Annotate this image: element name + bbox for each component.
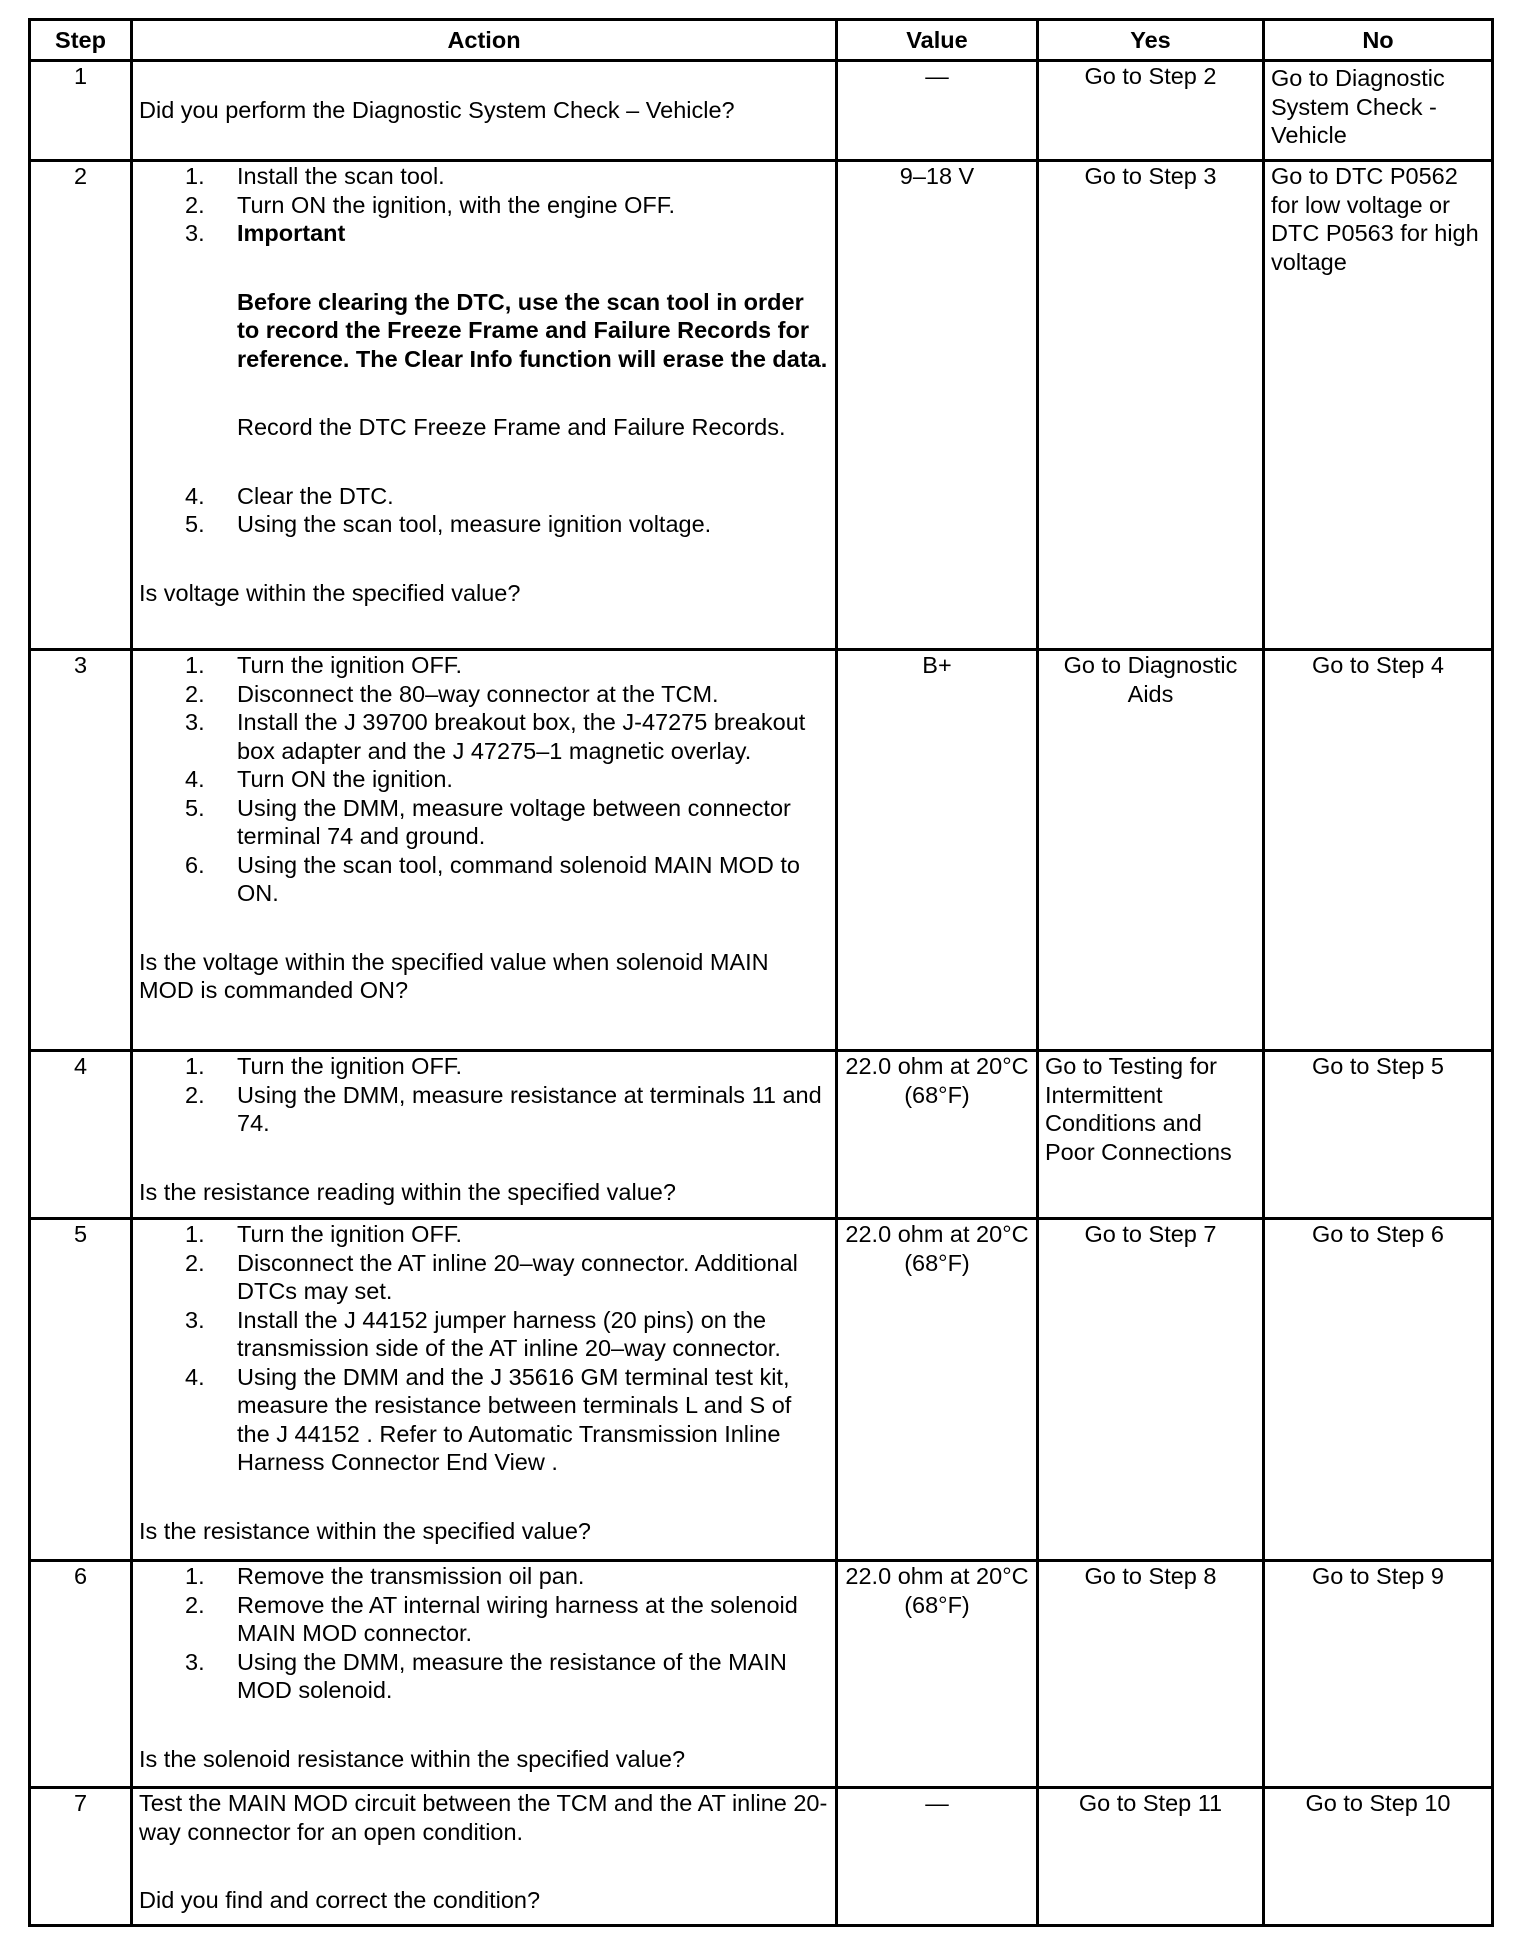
no-cell: Go to Step 4: [1264, 650, 1493, 1051]
step-number: 4: [30, 1051, 132, 1219]
value-cell: 22.0 ohm at 20°C (68°F): [837, 1219, 1038, 1561]
header-value: Value: [837, 20, 1038, 61]
table-row: [30, 1219, 1493, 1561]
no-cell: Go to Step 5: [1264, 1051, 1493, 1219]
step-number: 5: [30, 1219, 132, 1561]
value-cell: 22.0 ohm at 20°C (68°F): [837, 1051, 1038, 1219]
list-item: 6. Using the scan tool, command solenoid MAIN MOD to ON.: [185, 851, 800, 906]
yes-cell: Go to Step 3: [1038, 161, 1264, 650]
list-item: 4. Turn ON the ignition.: [185, 766, 453, 792]
action-cell: [132, 1561, 837, 1788]
header-row: [30, 20, 1493, 61]
list-item: 2. Remove the AT internal wiring harness at the solenoid MAIN MOD connector.: [185, 1591, 798, 1646]
header-step: Step: [30, 20, 132, 61]
list-item: 1. Install the scan tool.: [185, 163, 445, 189]
procedure-list: [139, 1220, 829, 1477]
header-action: Action: [132, 20, 837, 61]
table-row: [30, 650, 1493, 1051]
no-cell: Go to Step 9: [1264, 1561, 1493, 1788]
list-item: 2. Turn ON the ignition, with the engine OFF.: [185, 191, 676, 218]
yes-cell: Go to Step 2: [1038, 61, 1264, 161]
action-cell: [132, 161, 837, 650]
step-number: 2: [30, 161, 132, 650]
procedure-list: [139, 1562, 829, 1705]
list-item: 3. Important: [185, 220, 346, 246]
step-number: 1: [30, 61, 132, 161]
table-row: [30, 1561, 1493, 1788]
action-cell: [132, 650, 837, 1051]
no-cell: Go to DTC P0562 for low voltage or DTC P0563 for high voltage: [1264, 161, 1493, 650]
no-cell: Go to Step 6: [1264, 1219, 1493, 1561]
yes-cell: Go to Step 11: [1038, 1788, 1264, 1926]
no-cell: Go to Diagnostic System Check - Vehicle: [1264, 61, 1493, 161]
list-item: 1. Remove the transmission oil pan.: [185, 1563, 585, 1589]
table-row: [30, 161, 1493, 650]
question-text: Is the resistance reading within the specified value?: [139, 1178, 676, 1205]
list-item: 5. Using the DMM, measure voltage between connector terminal 74 and ground.: [185, 794, 791, 849]
list-item: 2. Disconnect the AT inline 20–way connector. Additional DTCs may set.: [185, 1249, 798, 1304]
step-number: 3: [30, 650, 132, 1051]
step-number: 6: [30, 1561, 132, 1788]
list-item: 5. Using the scan tool, measure ignition voltage.: [185, 511, 712, 537]
question-text: Is the voltage within the specified value when solenoid MAIN MOD is commanded ON?: [139, 948, 769, 1003]
list-item: 3. Install the J 44152 jumper harness (20 pins) on the transmission side of the AT inline 20–way connector.: [185, 1306, 781, 1361]
diagnostic-table: [28, 18, 1494, 1927]
table-row: [30, 1788, 1493, 1926]
list-item: 4. Using the DMM and the J 35616 GM terminal test kit, measure the resistance between terminals L and S of the J 44152 . Refer to Automatic Transmission Inline Harness Connector End View .: [185, 1363, 792, 1475]
yes-cell: Go to Testing for Intermittent Conditions and Poor Connections: [1038, 1051, 1264, 1219]
procedure-list: [139, 1052, 829, 1138]
yes-cell: Go to Diagnostic Aids: [1038, 650, 1264, 1051]
yes-cell: Go to Step 7: [1038, 1219, 1264, 1561]
list-item: 2. Disconnect the 80–way connector at the TCM.: [185, 680, 719, 707]
table-row: [30, 1051, 1493, 1219]
no-cell: Go to Step 10: [1264, 1788, 1493, 1926]
step-number: 7: [30, 1788, 132, 1926]
procedure-list: [139, 651, 829, 908]
value-cell: —: [837, 1788, 1038, 1926]
list-item: 3. Using the DMM, measure the resistance of the MAIN MOD solenoid.: [185, 1648, 787, 1703]
question-text: Is voltage within the specified value?: [139, 579, 521, 606]
value-cell: 22.0 ohm at 20°C (68°F): [837, 1561, 1038, 1788]
table-row: [30, 61, 1493, 161]
action-cell: [132, 1051, 837, 1219]
procedure-list: [139, 482, 829, 539]
action-text: Test the MAIN MOD circuit between the TCM and the AT inline 20-way connector for an open condition.: [139, 1790, 828, 1845]
header-yes: Yes: [1038, 20, 1264, 61]
question-text: Did you find and correct the condition?: [139, 1887, 541, 1913]
header-no: No: [1264, 20, 1493, 61]
value-cell: 9–18 V: [837, 161, 1038, 650]
value-cell: B+: [837, 650, 1038, 1051]
list-item: 4. Clear the DTC.: [185, 482, 394, 509]
question-text: Is the resistance within the specified value?: [139, 1517, 591, 1544]
action-cell: [132, 61, 837, 161]
list-item: 2. Using the DMM, measure resistance at terminals 11 and 74.: [185, 1081, 822, 1136]
value-cell: —: [837, 61, 1038, 161]
record-instruction: Record the DTC Freeze Frame and Failure Records.: [237, 414, 786, 440]
list-item: 1. Turn the ignition OFF.: [185, 1053, 463, 1079]
action-cell: [132, 1788, 837, 1926]
question-text: Is the solenoid resistance within the specified value?: [139, 1745, 686, 1772]
list-item: 3. Install the J 39700 breakout box, the J-47275 breakout box adapter and the J 47275–1 magnetic overlay.: [185, 709, 806, 764]
action-text: Did you perform the Diagnostic System Check – Vehicle?: [139, 97, 735, 124]
list-item: 1. Turn the ignition OFF.: [185, 1221, 463, 1247]
procedure-list: [139, 162, 829, 248]
action-cell: [132, 1219, 837, 1561]
list-item: 1. Turn the ignition OFF.: [185, 652, 463, 678]
important-note: Before clearing the DTC, use the scan tool in order to record the Freeze Frame and Failure Records for reference. The Clear Info function will erase the data.: [237, 288, 828, 372]
yes-cell: Go to Step 8: [1038, 1561, 1264, 1788]
